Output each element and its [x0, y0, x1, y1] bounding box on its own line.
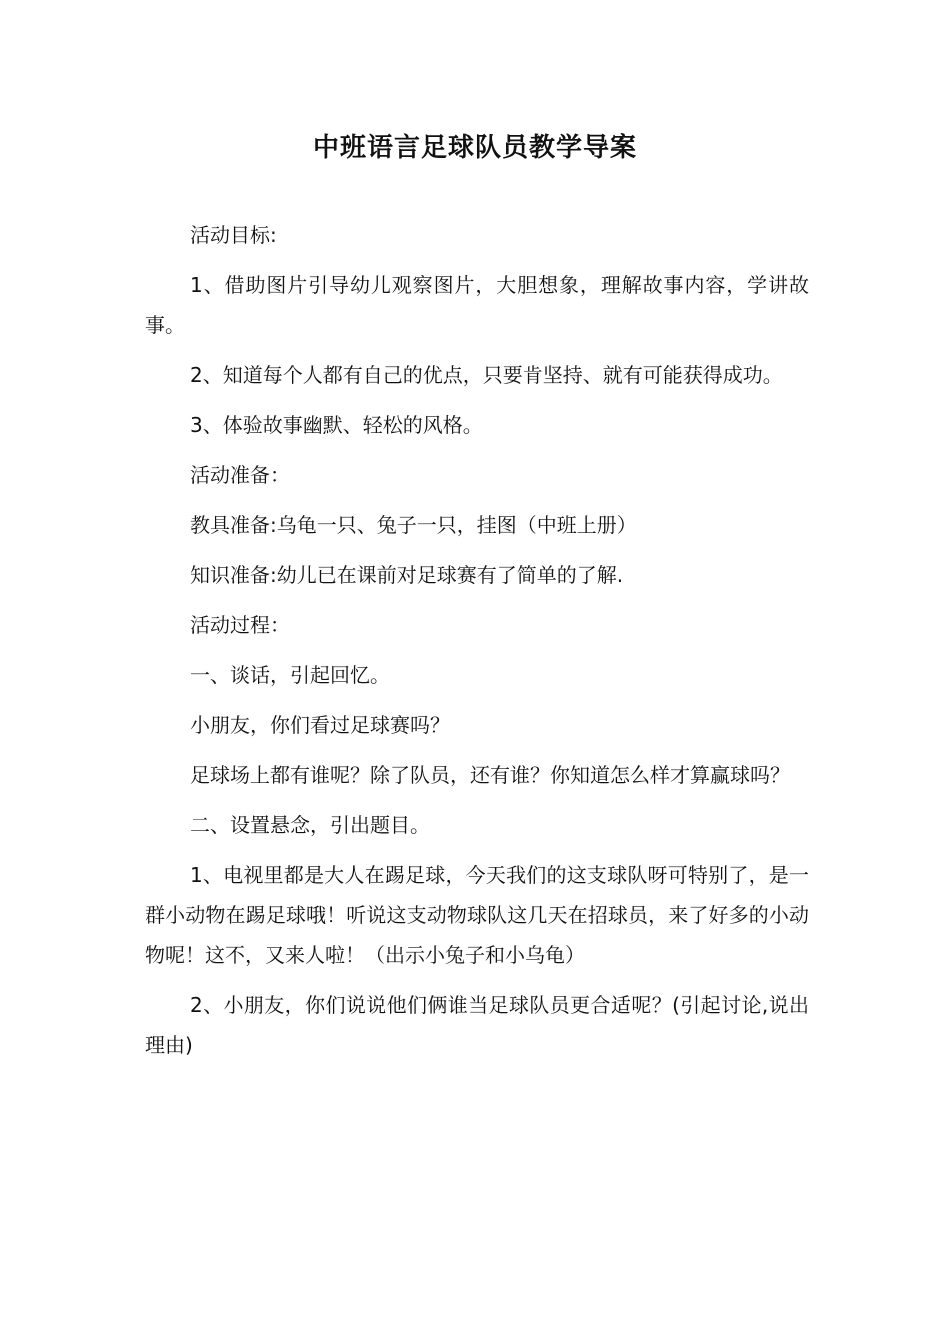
- paragraph-goal-1: 1、借助图片引导幼儿观察图片，大胆想象，理解故事内容，学讲故事。: [145, 273, 809, 337]
- paragraph-step-2-item-2: 2、小朋友，你们说说他们俩谁当足球队员更合适呢？(引起讨论,说出理由): [145, 993, 809, 1057]
- paragraph-knowledge-prep: 知识准备:幼儿已在课前对足球赛有了简单的了解.: [190, 563, 624, 587]
- paragraph-goal-2: 2、知道每个人都有自己的优点，只要肯坚持、就有可能获得成功。: [190, 363, 783, 387]
- document-title: 中班语言足球队员教学导案: [312, 133, 637, 163]
- paragraph-process-heading: 活动过程：: [190, 613, 290, 637]
- paragraph-step-1-heading: 一、谈话，引起回忆。: [190, 663, 390, 687]
- paragraph-activity-goals-heading: 活动目标:: [190, 223, 277, 247]
- paragraph-goal-3: 3、体验故事幽默、轻松的风格。: [190, 413, 483, 437]
- paragraph-step-2-heading: 二、设置悬念，引出题目。: [190, 813, 430, 837]
- paragraph-question-2: 足球场上都有谁呢？除了队员，还有谁？你知道怎么样才算赢球吗？: [190, 763, 790, 787]
- paragraph-question-1: 小朋友，你们看过足球赛吗？: [190, 713, 450, 737]
- paragraph-teaching-materials: 教具准备:乌龟一只、兔子一只，挂图（中班上册）: [190, 513, 637, 537]
- document-body: [145, 215, 809, 1075]
- paragraph-step-2-item-1: 1、电视里都是大人在踢足球，今天我们的这支球队呀可特别了，是一群小动物在踢足球哦！听说这支动物球队这几天在招球员，来了好多的小动物呢！这不，又来人啦！（出示小兔子和小乌龟）: [145, 863, 809, 967]
- paragraph-preparation-heading: 活动准备：: [190, 463, 290, 487]
